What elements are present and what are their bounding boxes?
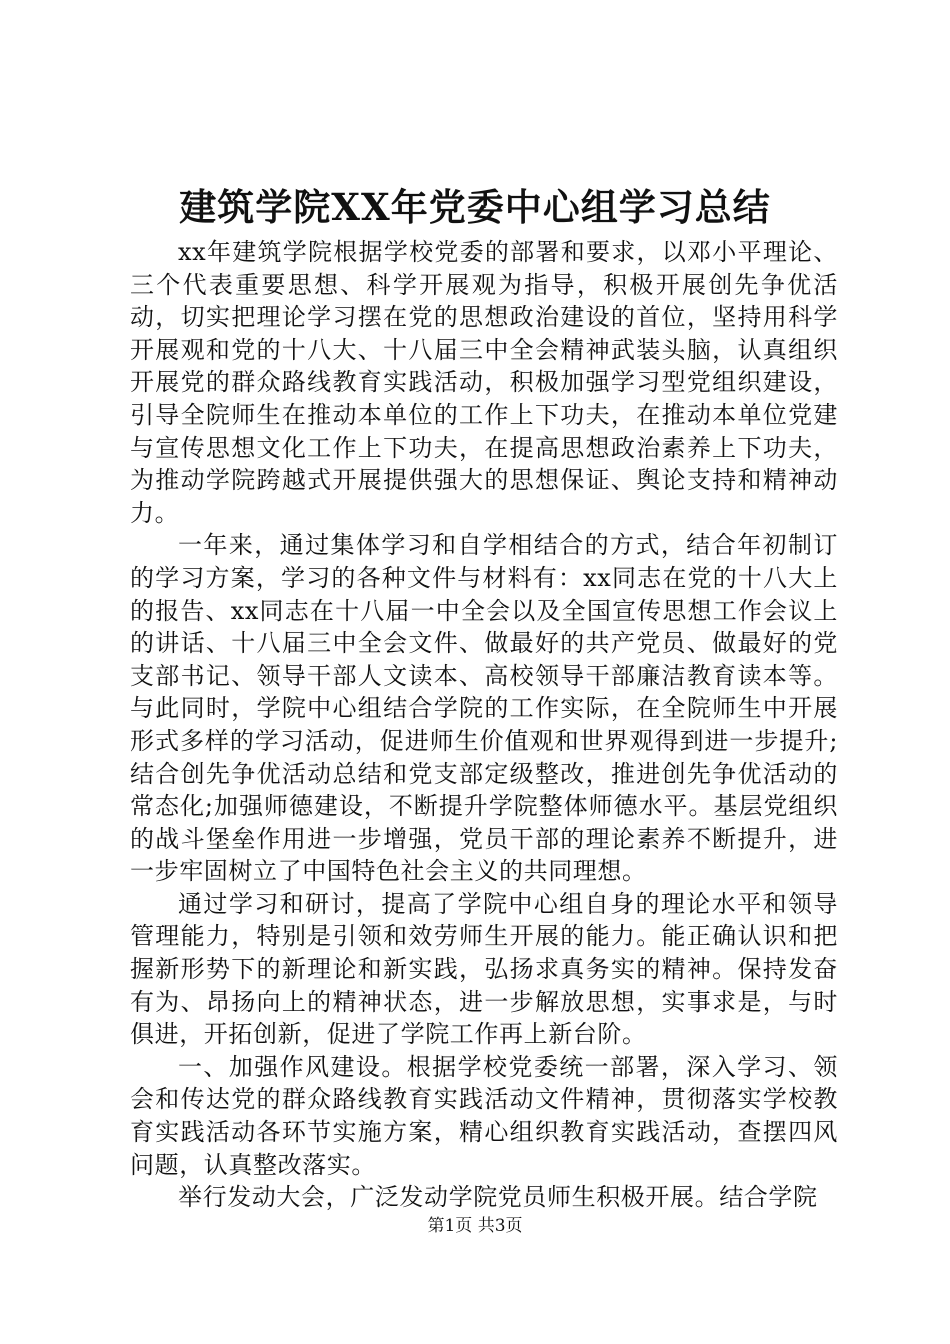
paragraph-4: 一、加强作风建设。根据学校党委统一部署，深入学习、领会和传达党的群众路线教育实践活动文件精神，贯彻落实学校教育实践活动各环节实施方案，精心组织教育实践活动，查摆四风问题，认真整改落实。 xyxy=(130,1052,838,1179)
paragraph-5: 举行发动大会，广泛发动学院党员师生积极开展。结合学院 xyxy=(178,1183,818,1212)
document-body xyxy=(130,236,838,1214)
paragraph-2: 一年来，通过集体学习和自学相结合的方式，结合年初制订的学习方案，学习的各种文件与材料有：xx同志在党的十八大上的报告、xx同志在十八届一中全会以及全国宣传思想工作会议上的讲话、十八届三中全会文件、做最好的共产党员、做最好的党支部书记、领导干部人文读本、高校领导干部廉洁教育读本等。与此同时，学院中心组结合学院的工作实际，在全院师生中开展形式多样的学习活动，促进师生价值观和世界观得到进一步提升;结合创先争优活动总结和党支部定级整改，推进创先争优活动的常态化;加强师德建设，不断提升学院整体师德水平。基层党组织的战斗堡垒作用进一步增强，党员干部的理论素养不断提升，进一步牢固树立了中国特色社会主义的共同理想。 xyxy=(130,531,838,886)
paragraph-3: 通过学习和研讨，提高了学院中心组自身的理论水平和领导管理能力，特别是引领和效劳师生开展的能力。能正确认识和把握新形势下的新理论和新实践，弘扬求真务实的精神。保持发奋有为、昂扬向上的精神状态，进一步解放思想，实事求是，与时俱进，开拓创新，促进了学院工作再上新台阶。 xyxy=(130,889,838,1049)
paragraph-1: xx年建筑学院根据学校党委的部署和要求，以邓小平理论、三个代表重要思想、科学开展观为指导，积极开展创先争优活动，切实把理论学习摆在党的思想政治建设的首位，坚持用科学开展观和党的十八大、十八届三中全会精神武装头脑，认真组织开展党的群众路线教育实践活动，积极加强学习型党组织建设，引导全院师生在推动本单位的工作上下功夫，在推动本单位党建与宣传思想文化工作上下功夫，在提高思想政治素养上下功夫，为推动学院跨越式开展提供强大的思想保证、舆论支持和精神动力。 xyxy=(130,238,838,527)
document-title: 建筑学院XX年党委中心组学习总结 xyxy=(179,185,771,229)
page-number-footer: 第1页 共3页 xyxy=(427,1216,523,1236)
